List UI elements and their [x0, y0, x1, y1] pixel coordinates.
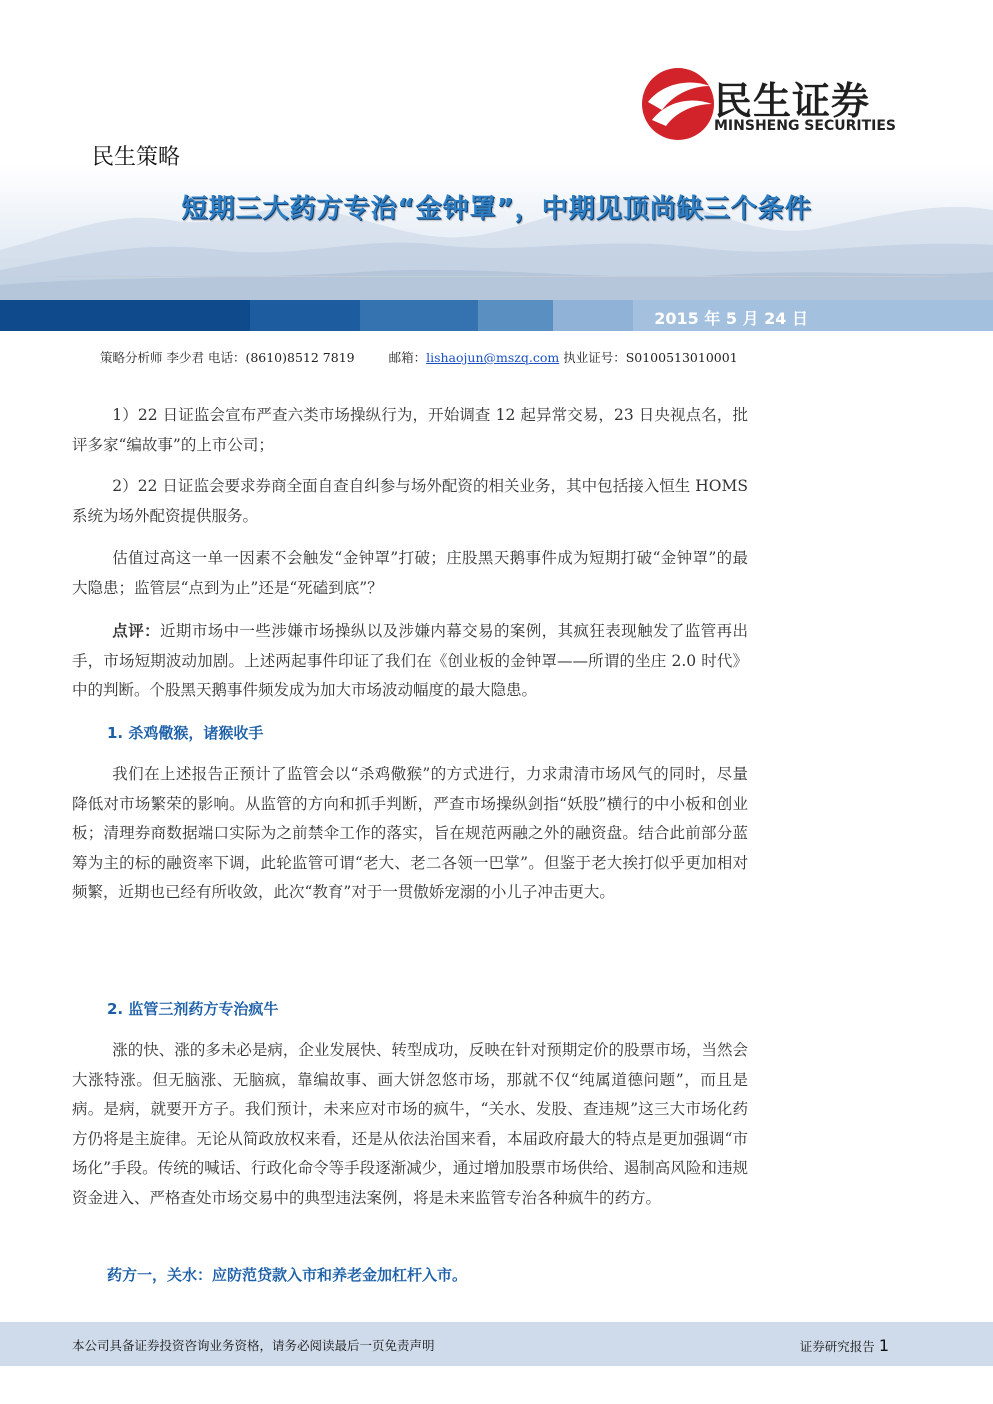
page-number: 1	[878, 1336, 889, 1355]
license-number: 执业证号：S0100513010001	[563, 350, 738, 365]
section-1-text: 我们在上述报告正预计了监管会以“杀鸡儆猴”的方式进行，力求肃清市场风气的同时，尽量降低对市场繁荣的影响。从监管的方向和抓手判断，严查市场操纵剑指“妖股”横行的中小板和创业板；清理券商数据端口实际为之前禁伞工作的落实，旨在规范两融之外的融资盘。结合此前部分蓝筹为主的标的融资率下调，此轮监管可谓“老大、老二各领一巴掌”。但鉴于老大挨打似乎更加相对频繁，近期也已经有所收敛，此次“教育”对于一贯傲娇宠溺的小儿子冲击更大。	[72, 765, 748, 901]
section-2-text: 涨的快、涨的多未必是病，企业发展快、转型成功，反映在针对预期定价的股票市场，当然会大涨特涨。但无脑涨、无脑疯，靠编故事、画大饼忽悠市场，那就不仅“纯属道德问题”，而且是病。是病，就要开方子。我们预计，未来应对市场的疯牛，“关水、发股、查违规”这三大市场化药方仍将是主旋律。无论从简政放权来看，还是从依法治国来看，本届政府最大的特点是更加强调“市场化”手段。传统的喊话、行政化命令等手段逐渐减少，通过增加股票市场供给、遏制高风险和违规资金进入、严格查处市场交易中的典型违法案例，将是未来监管专治各种疯牛的药方。	[72, 1041, 748, 1207]
brand-name-cn: 民生证券	[714, 79, 871, 123]
footer-report-info	[800, 1336, 889, 1355]
comment-paragraph	[72, 616, 748, 706]
email-label: 邮箱：	[388, 350, 427, 365]
paragraph-summary: 估值过高这一单一因素不会触发“金钟罩”打破；庄股黑天鹅事件成为短期打破“金钟罩”的最大隐患；监管层“点到为止”还是“死磕到底”？	[72, 549, 748, 597]
header-divider	[55, 276, 945, 277]
section-heading-1: 1. 杀鸡儆猴，诸猴收手	[107, 724, 264, 742]
series-title: 民生策略	[92, 145, 181, 170]
paragraph-item-1: 1）22 日证监会宣布严查六类市场操纵行为，开始调查 12 起异常交易，23 日央视点名，批评多家“编故事”的上市公司；	[72, 406, 748, 454]
comment-label: 点评：	[112, 621, 161, 640]
comment-text: 近期市场中一些涉嫌市场操纵以及涉嫌内幕交易的案例，其疯狂表现触发了监管再出手，市场短期波动加剧。上述两起事件印证了我们在《创业板的金钟罩——所谓的坐庄 2.0 时代》中的判断。个股黑天鹅事件频发成为加大市场波动幅度的最大隐患。	[72, 622, 748, 699]
report-type: 证券研究报告	[799, 1339, 875, 1354]
header-color-band	[0, 300, 993, 331]
analyst-info	[100, 348, 738, 366]
remedy-heading-1: 药方一，关水：应防范贷款入市和养老金加杠杆入市。	[107, 1266, 468, 1284]
report-title: 短期三大药方专治“金钟罩”，中期见顶尚缺三个条件	[181, 194, 812, 224]
brand-name-en: MINSHENG SECURITIES	[714, 118, 896, 134]
email-link[interactable]: lishaojun@mszq.com	[426, 350, 560, 365]
section-heading-2: 2. 监管三剂药方专治疯牛	[107, 1000, 279, 1018]
footer-disclaimer: 本公司具备证券投资咨询业务资格，请务必阅读最后一页免责声明	[72, 1338, 435, 1353]
paragraph-item-2: 2）22 日证监会要求券商全面自查自纠参与场外配资的相关业务，其中包括接入恒生 HOMS 系统为场外配资提供服务。	[72, 477, 748, 525]
report-date: 2015 年 5 月 24 日	[654, 309, 808, 328]
analyst-label: 策略分析师 李少君 电话：(8610)8512 7819	[100, 350, 355, 365]
